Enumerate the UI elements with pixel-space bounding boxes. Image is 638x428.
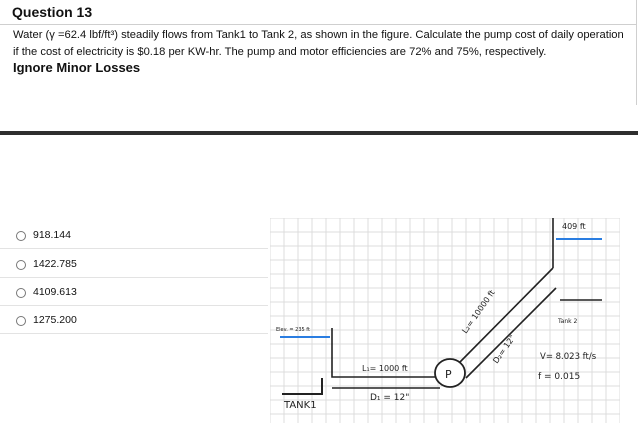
answer-option[interactable] bbox=[0, 255, 268, 278]
pump-label: P bbox=[445, 368, 452, 381]
radio-button[interactable] bbox=[16, 288, 26, 298]
question-title: Question 13 bbox=[12, 4, 93, 20]
question-text: Water (γ =62.4 lbf/ft³) steadily flows from Tank1 to Tank 2, as shown in the figure. Calculate the pump cost of daily operation if the cost of electricity is $0.18 per KW-hr. The pump and motor efficiencies are 72% and 75%, respectively. bbox=[13, 29, 624, 58]
figure-svg bbox=[270, 218, 620, 423]
diameter1-label: D₁ = 12" bbox=[370, 393, 410, 403]
length2-label: L₂= 10000 ft bbox=[460, 288, 497, 336]
answer-label: 4109.613 bbox=[33, 286, 77, 298]
pipe-system-figure bbox=[270, 218, 620, 423]
answer-option[interactable] bbox=[0, 283, 268, 306]
answer-option[interactable] bbox=[0, 311, 268, 334]
section-divider bbox=[0, 131, 638, 135]
radio-button[interactable] bbox=[16, 260, 26, 270]
tank2-label: Tank 2 bbox=[558, 318, 578, 325]
diameter2-label: D₂= 12" bbox=[491, 333, 518, 366]
velocity-label: V= 8.023 ft/s bbox=[540, 352, 597, 362]
question-emphasis: Ignore Minor Losses bbox=[13, 60, 141, 75]
tank1-label: TANK1 bbox=[284, 400, 317, 411]
radio-button[interactable] bbox=[16, 231, 26, 241]
length1-label: L₁= 1000 ft bbox=[362, 364, 408, 373]
question-header bbox=[0, 0, 637, 25]
friction-label: f = 0.015 bbox=[538, 372, 581, 382]
tank1-elevation: Elev. = 235 ft bbox=[276, 327, 310, 333]
radio-button[interactable] bbox=[16, 316, 26, 326]
answer-label: 1422.785 bbox=[33, 258, 77, 270]
answer-label: 1275.200 bbox=[33, 314, 77, 326]
answer-label: 918.144 bbox=[33, 229, 71, 241]
answer-option[interactable] bbox=[0, 226, 268, 249]
tank2-elevation: 409 ft bbox=[562, 222, 586, 231]
